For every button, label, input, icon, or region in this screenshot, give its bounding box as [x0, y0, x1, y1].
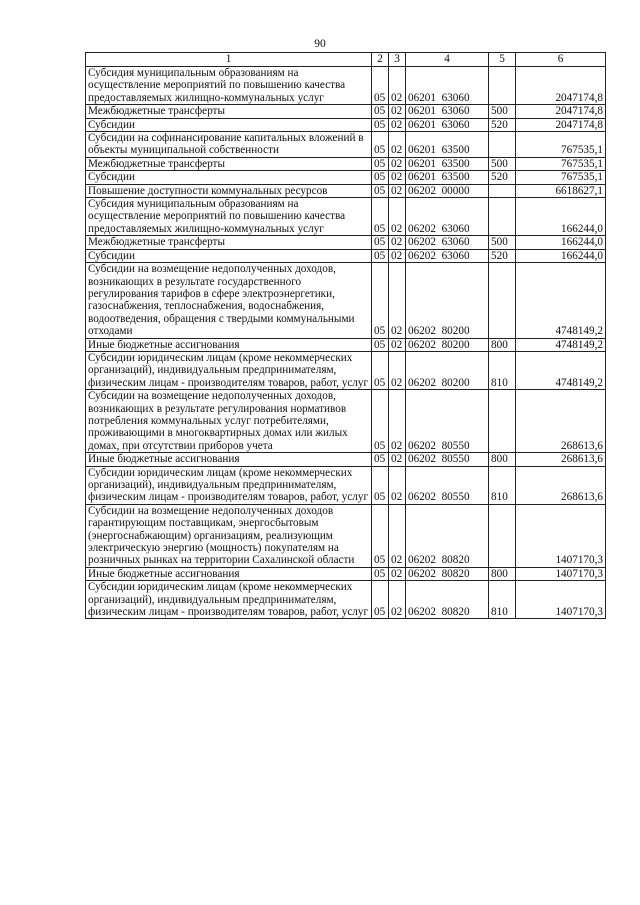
header-col-5: 5: [489, 53, 516, 67]
table-row: [86, 67, 606, 105]
row-section-code: 05: [372, 351, 389, 389]
row-expense-type: 800: [489, 453, 516, 466]
row-expense-type: [489, 184, 516, 197]
row-expense-type: 500: [489, 105, 516, 118]
table-row: [86, 236, 606, 249]
row-subsection-code: 02: [389, 198, 406, 236]
row-section-code: 05: [372, 390, 389, 453]
row-target-article: 06202 80200: [406, 263, 489, 338]
header-col-4: 4: [406, 53, 489, 67]
table-row: [86, 105, 606, 118]
table-row: [86, 118, 606, 131]
table-header: [86, 53, 606, 67]
row-amount: 767535,1: [516, 157, 606, 170]
row-name: Субсидии: [86, 249, 372, 262]
row-section-code: 05: [372, 338, 389, 351]
row-name: Межбюджетные трансферты: [86, 105, 372, 118]
row-section-code: 05: [372, 198, 389, 236]
row-expense-type: [489, 132, 516, 158]
row-name: Повышение доступности коммунальных ресурсов: [86, 184, 372, 197]
row-amount: 6618627,1: [516, 184, 606, 197]
row-expense-type: [489, 390, 516, 453]
page-number: 90: [314, 38, 326, 50]
row-subsection-code: 02: [389, 171, 406, 184]
table-row: [86, 198, 606, 236]
row-section-code: 05: [372, 567, 389, 580]
row-amount: 166244,0: [516, 198, 606, 236]
row-target-article: 06202 63060: [406, 198, 489, 236]
row-amount: 2047174,8: [516, 118, 606, 131]
row-subsection-code: 02: [389, 581, 406, 619]
row-subsection-code: 02: [389, 67, 406, 105]
row-subsection-code: 02: [389, 184, 406, 197]
row-section-code: 05: [372, 184, 389, 197]
row-amount: 166244,0: [516, 249, 606, 262]
row-subsection-code: 02: [389, 567, 406, 580]
row-subsection-code: 02: [389, 157, 406, 170]
row-subsection-code: 02: [389, 390, 406, 453]
row-target-article: 06202 00000: [406, 184, 489, 197]
row-target-article: 06201 63060: [406, 67, 489, 105]
row-name: Субсидии на софинансирование капитальных вложений в объекты муниципальной собственности: [86, 132, 372, 158]
row-section-code: 05: [372, 504, 389, 567]
row-section-code: 05: [372, 105, 389, 118]
row-section-code: 05: [372, 132, 389, 158]
row-expense-type: 500: [489, 236, 516, 249]
row-subsection-code: 02: [389, 466, 406, 504]
row-expense-type: 520: [489, 118, 516, 131]
row-expense-type: 800: [489, 567, 516, 580]
row-amount: 166244,0: [516, 236, 606, 249]
table-row: [86, 132, 606, 158]
row-subsection-code: 02: [389, 249, 406, 262]
row-name: Субсидии юридическим лицам (кроме некоммерческих организаций), индивидуальным предпринимателям, физическим лицам - производителям товаров, работ, услуг: [86, 581, 372, 619]
row-section-code: 05: [372, 466, 389, 504]
table-row: [86, 157, 606, 170]
row-amount: 268613,6: [516, 453, 606, 466]
row-target-article: 06202 80550: [406, 453, 489, 466]
row-expense-type: [489, 263, 516, 338]
row-expense-type: 520: [489, 171, 516, 184]
row-target-article: 06202 80820: [406, 504, 489, 567]
row-amount: 1407170,3: [516, 581, 606, 619]
row-target-article: 06202 80820: [406, 567, 489, 580]
row-target-article: 06202 80820: [406, 581, 489, 619]
row-section-code: 05: [372, 249, 389, 262]
row-name: Субсидии на возмещение недополученных доходов гарантирующим поставщикам, энергосбытовым (энергоснабжающим) организациям, реализующим электрическую энергию (мощность) покупателям на розничных рынках на территории Сахалинской области: [86, 504, 372, 567]
row-target-article: 06201 63500: [406, 157, 489, 170]
header-col-3: 3: [389, 53, 406, 67]
row-amount: 767535,1: [516, 171, 606, 184]
row-amount: 1407170,3: [516, 504, 606, 567]
row-section-code: 05: [372, 171, 389, 184]
row-name: Субсидии: [86, 118, 372, 131]
table-row: [86, 249, 606, 262]
row-amount: 767535,1: [516, 132, 606, 158]
row-amount: 4748149,2: [516, 351, 606, 389]
row-subsection-code: 02: [389, 351, 406, 389]
row-amount: 2047174,8: [516, 67, 606, 105]
row-subsection-code: 02: [389, 118, 406, 131]
row-section-code: 05: [372, 453, 389, 466]
row-subsection-code: 02: [389, 236, 406, 249]
row-amount: 2047174,8: [516, 105, 606, 118]
row-amount: 4748149,2: [516, 263, 606, 338]
row-target-article: 06202 80200: [406, 351, 489, 389]
row-name: Субсидия муниципальным образованиям на осуществление мероприятий по повышению качества предоставляемых жилищно-коммунальных услуг: [86, 198, 372, 236]
row-expense-type: 810: [489, 466, 516, 504]
table-row: [86, 466, 606, 504]
row-subsection-code: 02: [389, 338, 406, 351]
row-name: Субсидии на возмещение недополученных доходов, возникающих в результате регулирования нормативов потребления коммунальных услуг потребителями, проживающими в многоквартирных домах или жилых домах, при отсутствии приборов учета: [86, 390, 372, 453]
row-section-code: 05: [372, 263, 389, 338]
row-amount: 268613,6: [516, 466, 606, 504]
header-col-1: 1: [86, 53, 372, 67]
row-subsection-code: 02: [389, 263, 406, 338]
table-body: [86, 67, 606, 619]
table-row: [86, 184, 606, 197]
row-expense-type: 800: [489, 338, 516, 351]
row-target-article: 06202 80550: [406, 466, 489, 504]
row-target-article: 06201 63500: [406, 171, 489, 184]
header-row: [86, 53, 606, 67]
row-target-article: 06202 80550: [406, 390, 489, 453]
table-row: [86, 453, 606, 466]
row-subsection-code: 02: [389, 105, 406, 118]
table-row: [86, 504, 606, 567]
row-amount: 4748149,2: [516, 338, 606, 351]
row-expense-type: 520: [489, 249, 516, 262]
row-target-article: 06202 63060: [406, 236, 489, 249]
row-subsection-code: 02: [389, 504, 406, 567]
table-row: [86, 171, 606, 184]
header-col-6: 6: [516, 53, 606, 67]
row-target-article: 06201 63060: [406, 118, 489, 131]
row-name: Межбюджетные трансферты: [86, 236, 372, 249]
row-name: Иные бюджетные ассигнования: [86, 338, 372, 351]
header-col-2: 2: [372, 53, 389, 67]
table-row: [86, 581, 606, 619]
table-row: [86, 567, 606, 580]
row-name: Межбюджетные трансферты: [86, 157, 372, 170]
row-name: Субсидии юридическим лицам (кроме некоммерческих организаций), индивидуальным предпринимателям, физическим лицам - производителям товаров, работ, услуг: [86, 351, 372, 389]
table-row: [86, 263, 606, 338]
row-name: Субсидии на возмещение недополученных доходов, возникающих в результате государственного регулирования тарифов в сфере электроэнергетики, газоснабжения, теплоснабжения, водоснабжения, водоотведения, обращения с твердыми коммунальными отходами: [86, 263, 372, 338]
row-expense-type: [489, 67, 516, 105]
row-name: Субсидии: [86, 171, 372, 184]
row-section-code: 05: [372, 157, 389, 170]
row-name: Иные бюджетные ассигнования: [86, 567, 372, 580]
row-section-code: 05: [372, 118, 389, 131]
row-section-code: 05: [372, 581, 389, 619]
row-name: Субсидия муниципальным образованиям на осуществление мероприятий по повышению качества предоставляемых жилищно-коммунальных услуг: [86, 67, 372, 105]
row-name: Иные бюджетные ассигнования: [86, 453, 372, 466]
row-target-article: 06201 63060: [406, 105, 489, 118]
row-subsection-code: 02: [389, 132, 406, 158]
row-expense-type: 810: [489, 581, 516, 619]
row-expense-type: 500: [489, 157, 516, 170]
table-row: [86, 351, 606, 389]
row-amount: 1407170,3: [516, 567, 606, 580]
row-expense-type: 810: [489, 351, 516, 389]
row-name: Субсидии юридическим лицам (кроме некоммерческих организаций), индивидуальным предпринимателям, физическим лицам - производителям товаров, работ, услуг: [86, 466, 372, 504]
row-section-code: 05: [372, 67, 389, 105]
table-row: [86, 390, 606, 453]
row-section-code: 05: [372, 236, 389, 249]
row-target-article: 06202 63060: [406, 249, 489, 262]
row-expense-type: [489, 198, 516, 236]
row-amount: 268613,6: [516, 390, 606, 453]
row-target-article: 06202 80200: [406, 338, 489, 351]
budget-table: [85, 52, 606, 619]
row-expense-type: [489, 504, 516, 567]
table-row: [86, 338, 606, 351]
row-subsection-code: 02: [389, 453, 406, 466]
row-target-article: 06201 63500: [406, 132, 489, 158]
